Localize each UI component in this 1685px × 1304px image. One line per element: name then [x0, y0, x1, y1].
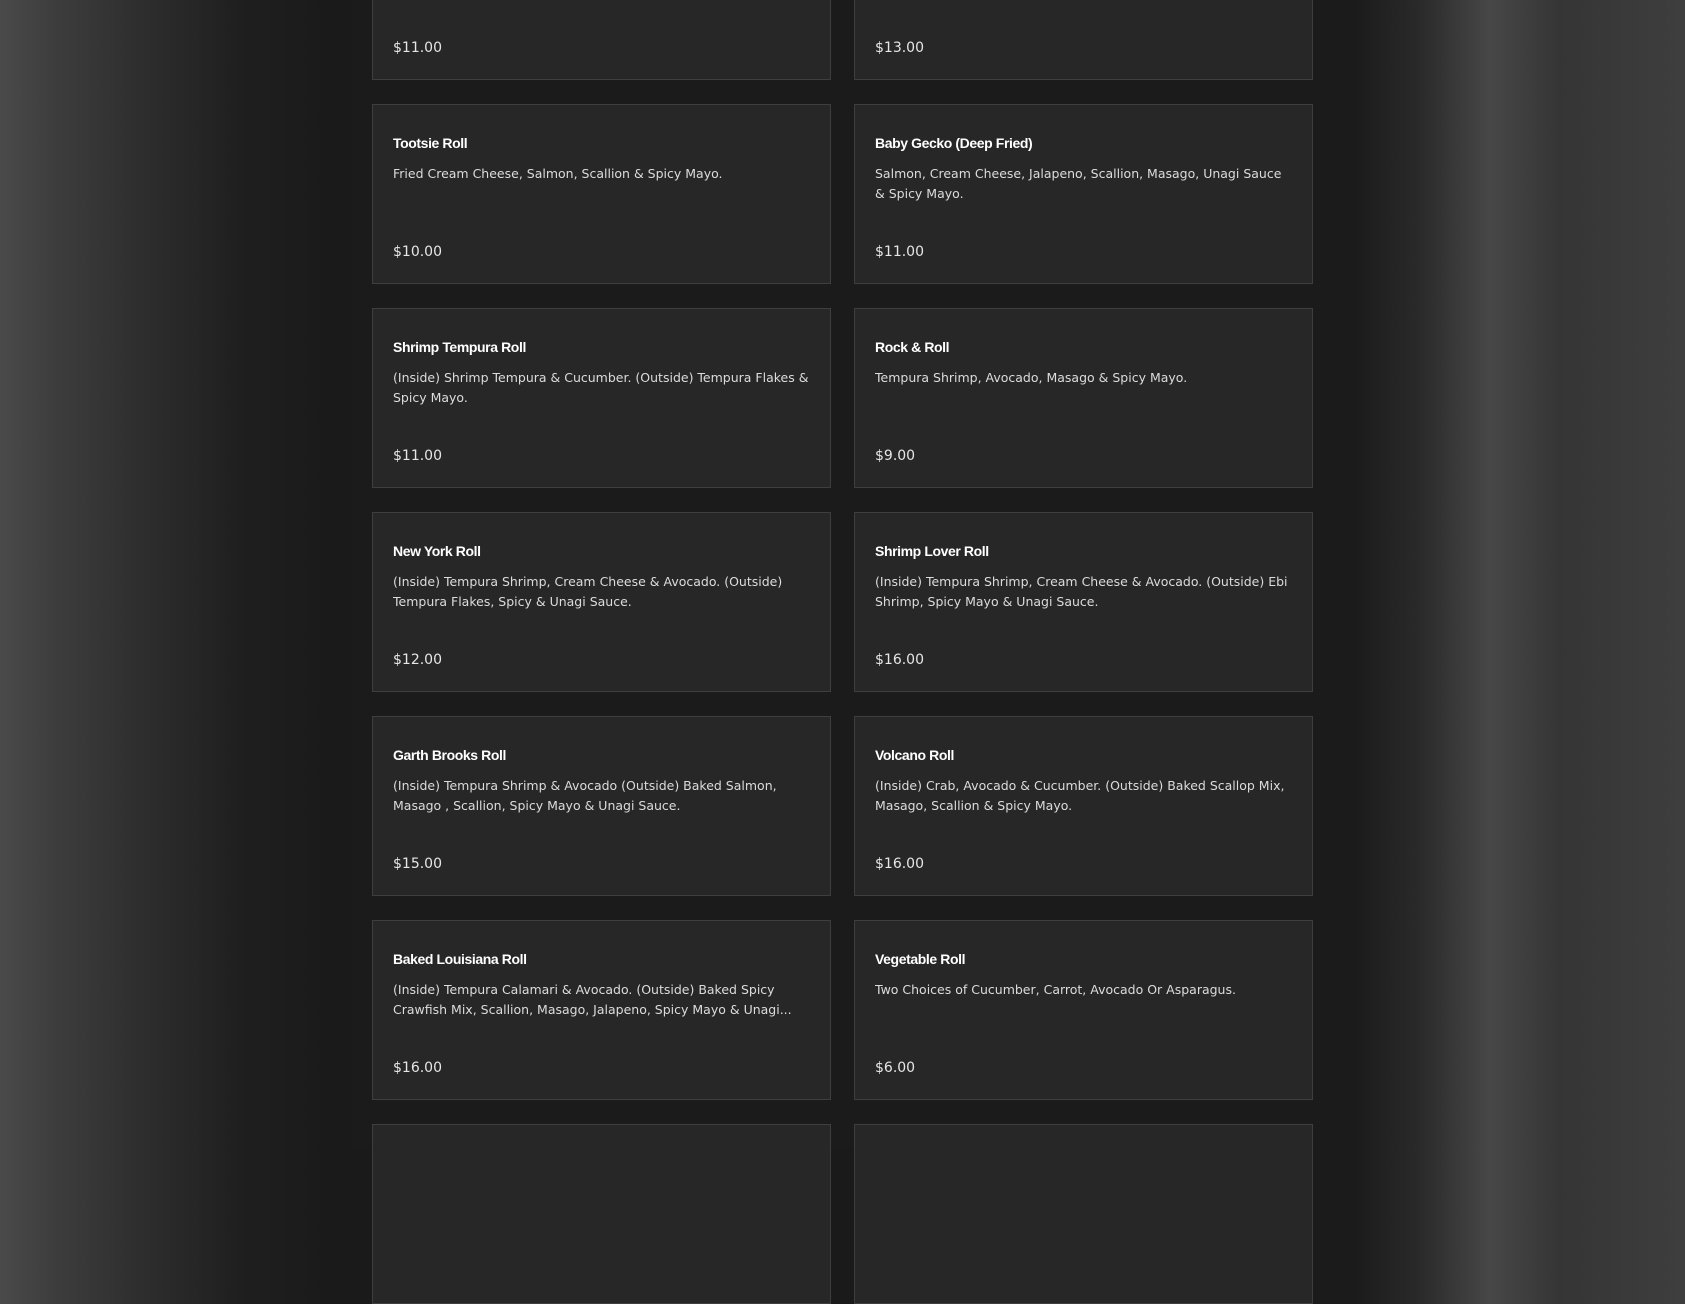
menu-item-card[interactable]: [854, 512, 1313, 692]
menu-item-name: Vegetable Roll: [875, 951, 966, 967]
menu-item-description: (Inside) Tempura Calamari & Avocado. (Outside) Baked Spicy Crawfish Mix, Scallion, Masago, Jalapeno, Spicy Mayo & Unagi...: [393, 982, 792, 1017]
menu-item-price: $6.00: [875, 1060, 916, 1076]
menu-item-price: $16.00: [875, 652, 924, 668]
menu-item-name: New York Roll: [393, 543, 481, 559]
menu-item-card[interactable]: [372, 308, 831, 488]
menu-item-card[interactable]: [854, 1124, 1313, 1304]
menu-item-card[interactable]: [372, 104, 831, 284]
menu-item-name: Rock & Roll: [875, 339, 950, 355]
menu-item-price: $16.00: [875, 856, 924, 872]
menu-item-name: Shrimp Tempura Roll: [393, 339, 526, 355]
menu-item-description: Two Choices of Cucumber, Carrot, Avocado Or Asparagus.: [875, 982, 1236, 997]
menu-item-card[interactable]: [372, 716, 831, 896]
menu-item-description: (Inside) Tempura Shrimp, Cream Cheese & Avocado. (Outside) Ebi Shrimp, Spicy Mayo & Unagi Sauce.: [875, 574, 1288, 609]
menu-item-description: (Inside) Shrimp Tempura & Cucumber. (Outside) Tempura Flakes & Spicy Mayo.: [393, 370, 809, 405]
menu-item-price: $11.00: [875, 244, 924, 260]
menu-item-card[interactable]: [854, 308, 1313, 488]
menu-item-price: $11.00: [393, 448, 442, 464]
menu-item-name: Baked Louisiana Roll: [393, 951, 527, 967]
menu-item-card[interactable]: [854, 716, 1313, 896]
menu-item-name: Tootsie Roll: [393, 135, 468, 151]
menu-item-name: Garth Brooks Roll: [393, 747, 506, 763]
menu-item-price: $10.00: [393, 244, 442, 260]
menu-item-description: (Inside) Tempura Shrimp & Avocado (Outside) Baked Salmon, Masago , Scallion, Spicy Mayo & Unagi Sauce.: [393, 778, 777, 813]
menu-section: [352, 0, 1333, 1148]
menu-item-card[interactable]: [854, 920, 1313, 1100]
menu-item-price: $12.00: [393, 652, 442, 668]
menu-item-card[interactable]: [372, 0, 831, 80]
menu-item-card[interactable]: [372, 920, 831, 1100]
menu-item-price: $15.00: [393, 856, 442, 872]
menu-item-description: (Inside) Crab, Avocado & Cucumber. (Outside) Baked Scallop Mix, Masago, Scallion & Spicy Mayo.: [875, 778, 1285, 813]
menu-item-price: $16.00: [393, 1060, 442, 1076]
menu-item-name: Shrimp Lover Roll: [875, 543, 989, 559]
menu-item-price: $13.00: [875, 40, 924, 56]
menu-item-price: $9.00: [875, 448, 916, 464]
menu-item-description: Tempura Shrimp, Avocado, Masago & Spicy Mayo.: [875, 370, 1188, 385]
menu-item-name: Volcano Roll: [875, 747, 954, 763]
menu-item-description: (Inside) Tempura Shrimp, Cream Cheese & Avocado. (Outside) Tempura Flakes, Spicy & Unagi Sauce.: [393, 574, 783, 609]
menu-item-card[interactable]: [854, 0, 1313, 80]
menu-item-card[interactable]: [372, 1124, 831, 1304]
menu-item-description: Fried Cream Cheese, Salmon, Scallion & Spicy Mayo.: [393, 166, 723, 181]
menu-item-name: Baby Gecko (Deep Fried): [875, 135, 1033, 151]
menu-item-card[interactable]: [854, 104, 1313, 284]
menu-item-description: Salmon, Cream Cheese, Jalapeno, Scallion, Masago, Unagi Sauce & Spicy Mayo.: [875, 166, 1282, 201]
menu-grid: [372, 0, 1313, 1304]
menu-item-card[interactable]: [372, 512, 831, 692]
menu-item-price: $11.00: [393, 40, 442, 56]
